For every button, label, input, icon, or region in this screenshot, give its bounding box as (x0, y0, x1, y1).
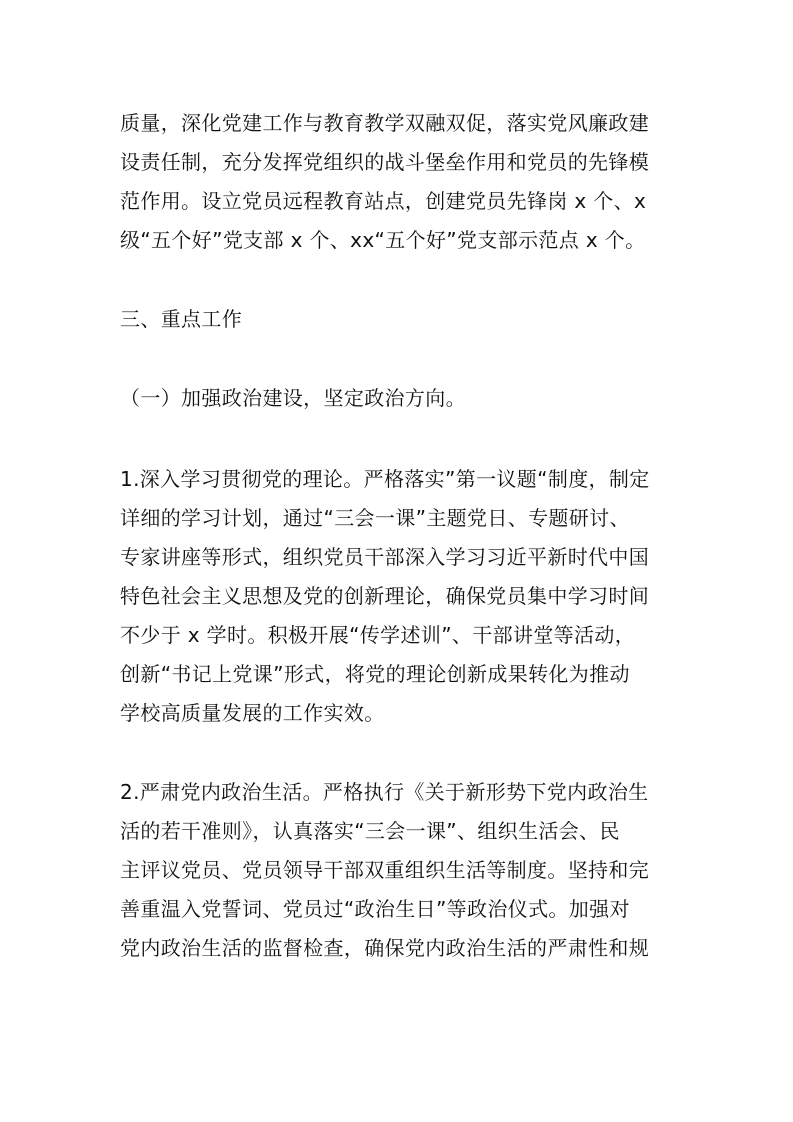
subsection-heading-text: （一）加强政治建设，坚定政治方向。 (120, 386, 466, 410)
section-heading-text: 三、重点工作 (120, 307, 243, 331)
document-body (120, 104, 680, 968)
item-2-paragraph (120, 773, 680, 968)
item-1-line: 1.深入学习贯彻党的理论。严格落实”第一议题“制度，制定 (120, 467, 650, 491)
paragraph-gap (120, 418, 680, 460)
intro-line: 设责任制，充分发挥党组织的战斗堡垒作用和党员的先锋模 (120, 150, 650, 174)
paragraph-gap (120, 339, 680, 379)
paragraph-gap (120, 733, 680, 773)
item-2-line: 活的若干准则》，认真落实“三会一课”、组织生活会、民 (120, 819, 620, 843)
item-1-paragraph (120, 460, 680, 733)
item-1-line: 专家讲座等形式，组织党员干部深入学习习近平新时代中国 (120, 545, 650, 569)
paragraph-gap (120, 260, 680, 300)
item-1-line: 详细的学习计划，通过“三会一课”主题党日、专题研讨、 (120, 506, 630, 530)
intro-line: 质量，深化党建工作与教育教学双融双促，落实党风廉政建 (120, 111, 650, 135)
item-2-line: 善重温入党誓词、党员过“政治生日”等政治仪式。加强对 (120, 897, 630, 921)
item-2-line: 2.严肃党内政治生活。严格执行《关于新形势下党内政治生 (120, 780, 649, 804)
item-1-line: 特色社会主义思想及党的创新理论，确保党员集中学习时间 (120, 584, 650, 608)
item-2-line: 党内政治生活的监督检查，确保党内政治生活的严肃性和规 (120, 936, 650, 960)
intro-line: 级“五个好”党支部 x 个、xx“五个好”党支部示范点 x 个。 (120, 228, 646, 252)
item-1-line: 学校高质量发展的工作实效。 (120, 701, 385, 725)
item-2-line: 主评议党员、党员领导干部双重组织生活等制度。坚持和完 (120, 858, 650, 882)
item-1-line: 创新“书记上党课”形式，将党的理论创新成果转化为推动 (120, 662, 630, 686)
section-heading (120, 300, 680, 339)
intro-line: 范作用。设立党员远程教育站点，创建党员先锋岗 x 个、x (120, 189, 647, 213)
subsection-heading (120, 379, 680, 418)
item-1-line: 不少于 x 学时。积极开展“传学述训”、干部讲堂等活动， (120, 623, 636, 647)
intro-paragraph (120, 104, 680, 260)
